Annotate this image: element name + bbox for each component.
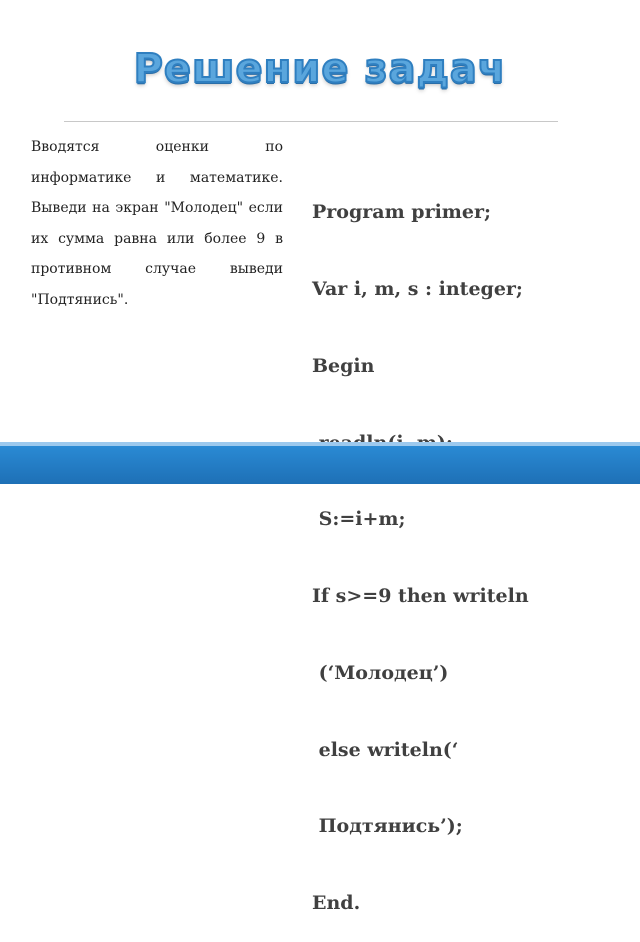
- code-listing: [312, 149, 632, 942]
- code-line: Var i, m, s : integer;: [312, 277, 523, 300]
- code-line: Подтянись’);: [312, 815, 463, 838]
- code-line: If s>=9 then writeln: [312, 585, 529, 608]
- code-line: S:=i+m;: [312, 508, 406, 531]
- task-description: Вводятся оценки по информатике и математике. Выведи на экран "Молодец" если их сумма равна или более 9 в противном случае выведи "Подтянись".: [31, 139, 283, 308]
- code-line: Begin: [312, 354, 375, 377]
- code-line: else writeln(‘: [312, 738, 459, 761]
- code-line: End.: [312, 892, 361, 915]
- code-line: Program primer;: [312, 201, 492, 224]
- slide-title: Решение задач: [133, 46, 507, 92]
- footer-bar: [0, 442, 640, 484]
- code-line: (‘Молодец’): [312, 661, 449, 684]
- title-divider: [64, 121, 558, 122]
